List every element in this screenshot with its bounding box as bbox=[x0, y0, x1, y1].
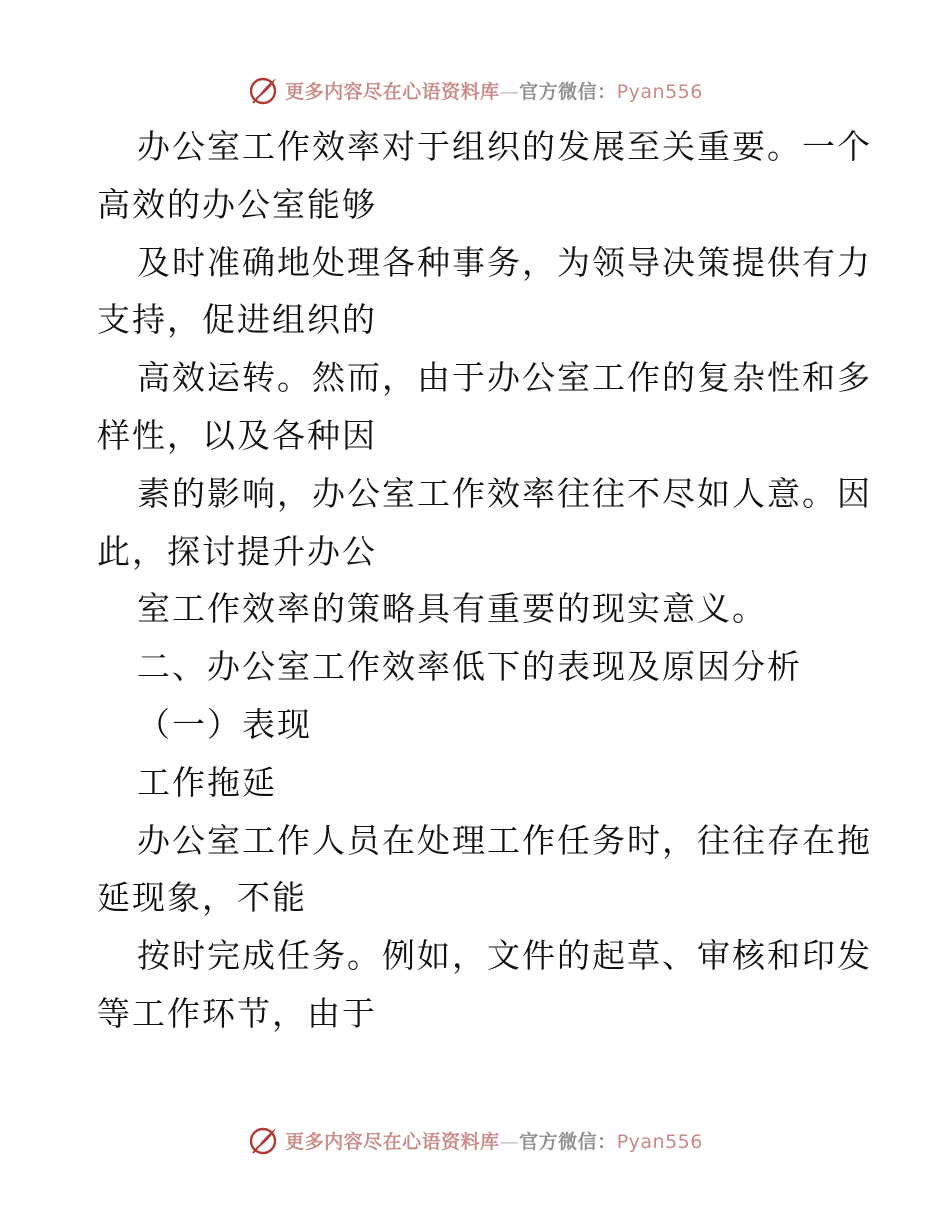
footer-banner bbox=[0, 1120, 950, 1160]
section-heading: 二、办公室工作效率低下的表现及原因分析 bbox=[137, 647, 802, 687]
paragraph-line: 按时完成任务。例如，文件的起草、审核和印发 bbox=[137, 936, 872, 976]
paragraph-line: 支持，促进组织的 bbox=[97, 300, 377, 340]
paragraph-line: 及时准确地处理各种事务，为领导决策提供有力 bbox=[137, 242, 872, 282]
paragraph-line: 样性，以及各种因 bbox=[97, 415, 377, 455]
document-body bbox=[97, 118, 872, 1043]
item-heading: 工作拖延 bbox=[137, 762, 277, 802]
paragraph-line: 此，探讨提升办公 bbox=[97, 531, 377, 571]
footer-banner-wechat-id: Pyan556 bbox=[616, 1130, 703, 1153]
header-banner-label: 官方微信： bbox=[519, 80, 617, 103]
paragraph-line: 办公室工作效率对于组织的发展至关重要。一个 bbox=[137, 127, 872, 166]
paragraph-line: 办公室工作人员在处理工作任务时，往往存在拖 bbox=[137, 820, 872, 860]
header-banner bbox=[0, 70, 950, 110]
footer-banner-title: 更多内容尽在心语资料库 bbox=[285, 1130, 500, 1153]
header-banner-title: 更多内容尽在心语资料库 bbox=[285, 80, 500, 103]
footer-banner-label: 官方微信： bbox=[519, 1130, 617, 1153]
header-banner-text bbox=[285, 77, 703, 104]
feather-pen-logo-icon bbox=[247, 74, 279, 106]
paragraph-line: 高效的办公室能够 bbox=[97, 184, 377, 224]
paragraph-line: 室工作效率的策略具有重要的现实意义。 bbox=[137, 589, 767, 629]
paragraph-line: 延现象，不能 bbox=[97, 878, 307, 918]
paragraph-line: 素的影响，办公室工作效率往往不尽如人意。因 bbox=[137, 473, 872, 513]
footer-banner-text bbox=[285, 1127, 703, 1154]
paragraph-line: 高效运转。然而，由于办公室工作的复杂性和多 bbox=[137, 358, 872, 398]
subsection-heading: （一）表现 bbox=[137, 704, 312, 744]
feather-pen-logo-icon bbox=[247, 1124, 279, 1156]
header-banner-wechat-id: Pyan556 bbox=[616, 80, 703, 103]
header-banner-separator: — bbox=[499, 80, 520, 103]
paragraph-line: 等工作环节，由于 bbox=[97, 993, 377, 1033]
footer-banner-separator: — bbox=[499, 1130, 520, 1153]
